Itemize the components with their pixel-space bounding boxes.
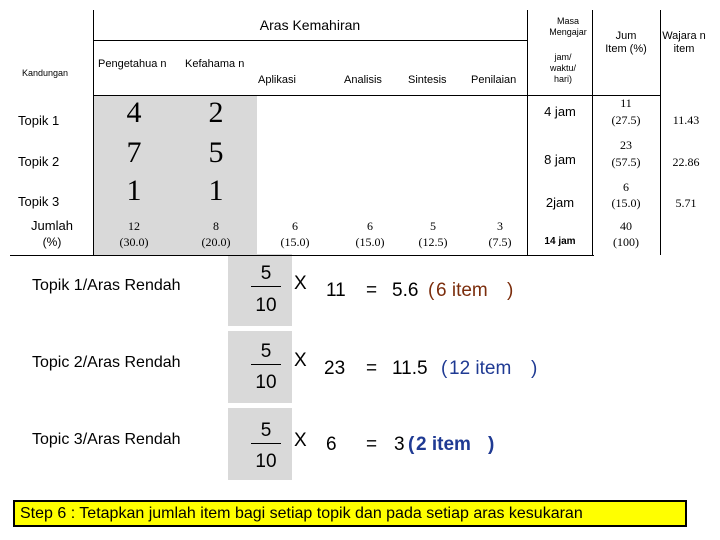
cell-masa: 4 jam: [544, 104, 576, 119]
total-label: Jumlah: [31, 218, 73, 233]
total-penilaian: 3: [497, 219, 503, 233]
total-penilaian-pct: (7.5): [488, 235, 512, 249]
calc-item: 2 item: [416, 434, 471, 455]
total-analisis-pct: (15.0): [355, 235, 385, 249]
cell-kefahaman: 2: [208, 96, 224, 129]
header-jum-item: Jum Item (%): [605, 30, 647, 55]
table-main-header: Aras Kemahiran: [259, 17, 361, 33]
cell-jum-pct: (27.5): [611, 113, 641, 127]
total-pengetahuan-pct: (30.0): [119, 235, 149, 249]
cell-wajaran: 22.86: [672, 155, 700, 169]
cell-pengetahuan: 7: [126, 136, 142, 169]
total-label-pct: (%): [42, 235, 62, 249]
calc-item-close: ): [507, 280, 514, 301]
calc-denominator: 10: [255, 451, 277, 472]
header-kandungan: Kandungan: [22, 68, 69, 78]
calc-item-close: ): [488, 434, 495, 455]
row-label: Topik 3: [18, 194, 60, 209]
calc-multiplier: 6: [326, 434, 337, 455]
fraction-bar: [251, 364, 281, 365]
cell-jum: 23: [620, 138, 632, 152]
calc-item-open: (: [428, 280, 435, 301]
calc-numerator: 5: [260, 263, 272, 284]
calc-label: Topic 3/Aras Rendah: [32, 431, 181, 448]
total-aplikasi-pct: (15.0): [280, 235, 310, 249]
header-penilaian: Penilaian: [471, 74, 517, 86]
calc-numerator: 5: [260, 341, 272, 362]
cell-kefahaman: 5: [208, 136, 224, 169]
cell-wajaran: 5.71: [675, 196, 697, 210]
total-aplikasi: 6: [292, 219, 298, 233]
cell-jum: 11: [620, 96, 632, 110]
cell-jum-pct: (57.5): [611, 155, 641, 169]
total-masa: 14 jam: [544, 236, 576, 247]
calc-multiplier: 11: [326, 280, 346, 301]
cell-jum-pct: (15.0): [611, 196, 641, 210]
cell-masa: 8 jam: [544, 152, 576, 167]
fraction-bar: [251, 443, 281, 444]
fraction-bar: [251, 286, 281, 287]
calc-numerator: 5: [260, 420, 272, 441]
header-aplikasi: Aplikasi: [258, 74, 296, 86]
calc-equals: =: [366, 434, 378, 455]
total-kefahaman-pct: (20.0): [201, 235, 231, 249]
calc-item: 12 item: [449, 358, 512, 379]
calc-result: 3: [394, 434, 405, 455]
calc-multiplier: 23: [324, 358, 346, 379]
row-label: Topik 2: [18, 154, 60, 169]
calc-label: Topik 1/Aras Rendah: [32, 277, 181, 294]
header-pengetahuan: Pengetahua n: [98, 58, 167, 70]
total-jum: 40: [620, 219, 632, 233]
total-analisis: 6: [367, 219, 373, 233]
calc-equals: =: [366, 358, 378, 379]
calc-equals: =: [366, 280, 378, 301]
calc-result: 5.6: [392, 280, 419, 301]
calc-item: 6 item: [436, 280, 488, 301]
cell-pengetahuan: 4: [126, 96, 142, 129]
header-wajaran-item: Wajara n item: [662, 30, 706, 55]
calc-result: 11.5: [392, 358, 428, 379]
total-sintesis: 5: [430, 219, 436, 233]
cell-pengetahuan: 1: [126, 174, 142, 207]
header-analisis: Analisis: [344, 74, 382, 86]
cell-kefahaman: 1: [208, 174, 224, 207]
step-footer-banner: Step 6 : Tetapkan jumlah item bagi setiap topik dan pada setiap aras kesukaran: [13, 500, 687, 527]
calc-times: X: [294, 273, 307, 294]
total-sintesis-pct: (12.5): [418, 235, 448, 249]
total-pengetahuan: 12: [128, 219, 140, 233]
cell-wajaran: 11.43: [672, 113, 700, 127]
cell-masa: 2jam: [545, 195, 575, 210]
total-jum-pct: (100): [613, 235, 639, 249]
calc-denominator: 10: [255, 372, 277, 393]
calc-times: X: [294, 430, 307, 451]
total-kefahaman: 8: [213, 219, 219, 233]
header-masa-unit: jam/ waktu/ hari): [549, 52, 576, 84]
calc-item-open: (: [408, 434, 415, 455]
row-label: Topik 1: [18, 113, 60, 128]
calc-denominator: 10: [255, 295, 277, 316]
calc-item-open: (: [441, 358, 448, 379]
calc-times: X: [294, 350, 307, 371]
header-kefahaman: Kefahama n: [185, 58, 245, 70]
header-sintesis: Sintesis: [408, 74, 447, 86]
cell-jum: 6: [623, 180, 629, 194]
calc-label: Topic 2/Aras Rendah: [32, 354, 181, 371]
header-masa-mengajar: Masa Mengajar: [549, 16, 587, 37]
calc-item-close: ): [531, 358, 538, 379]
